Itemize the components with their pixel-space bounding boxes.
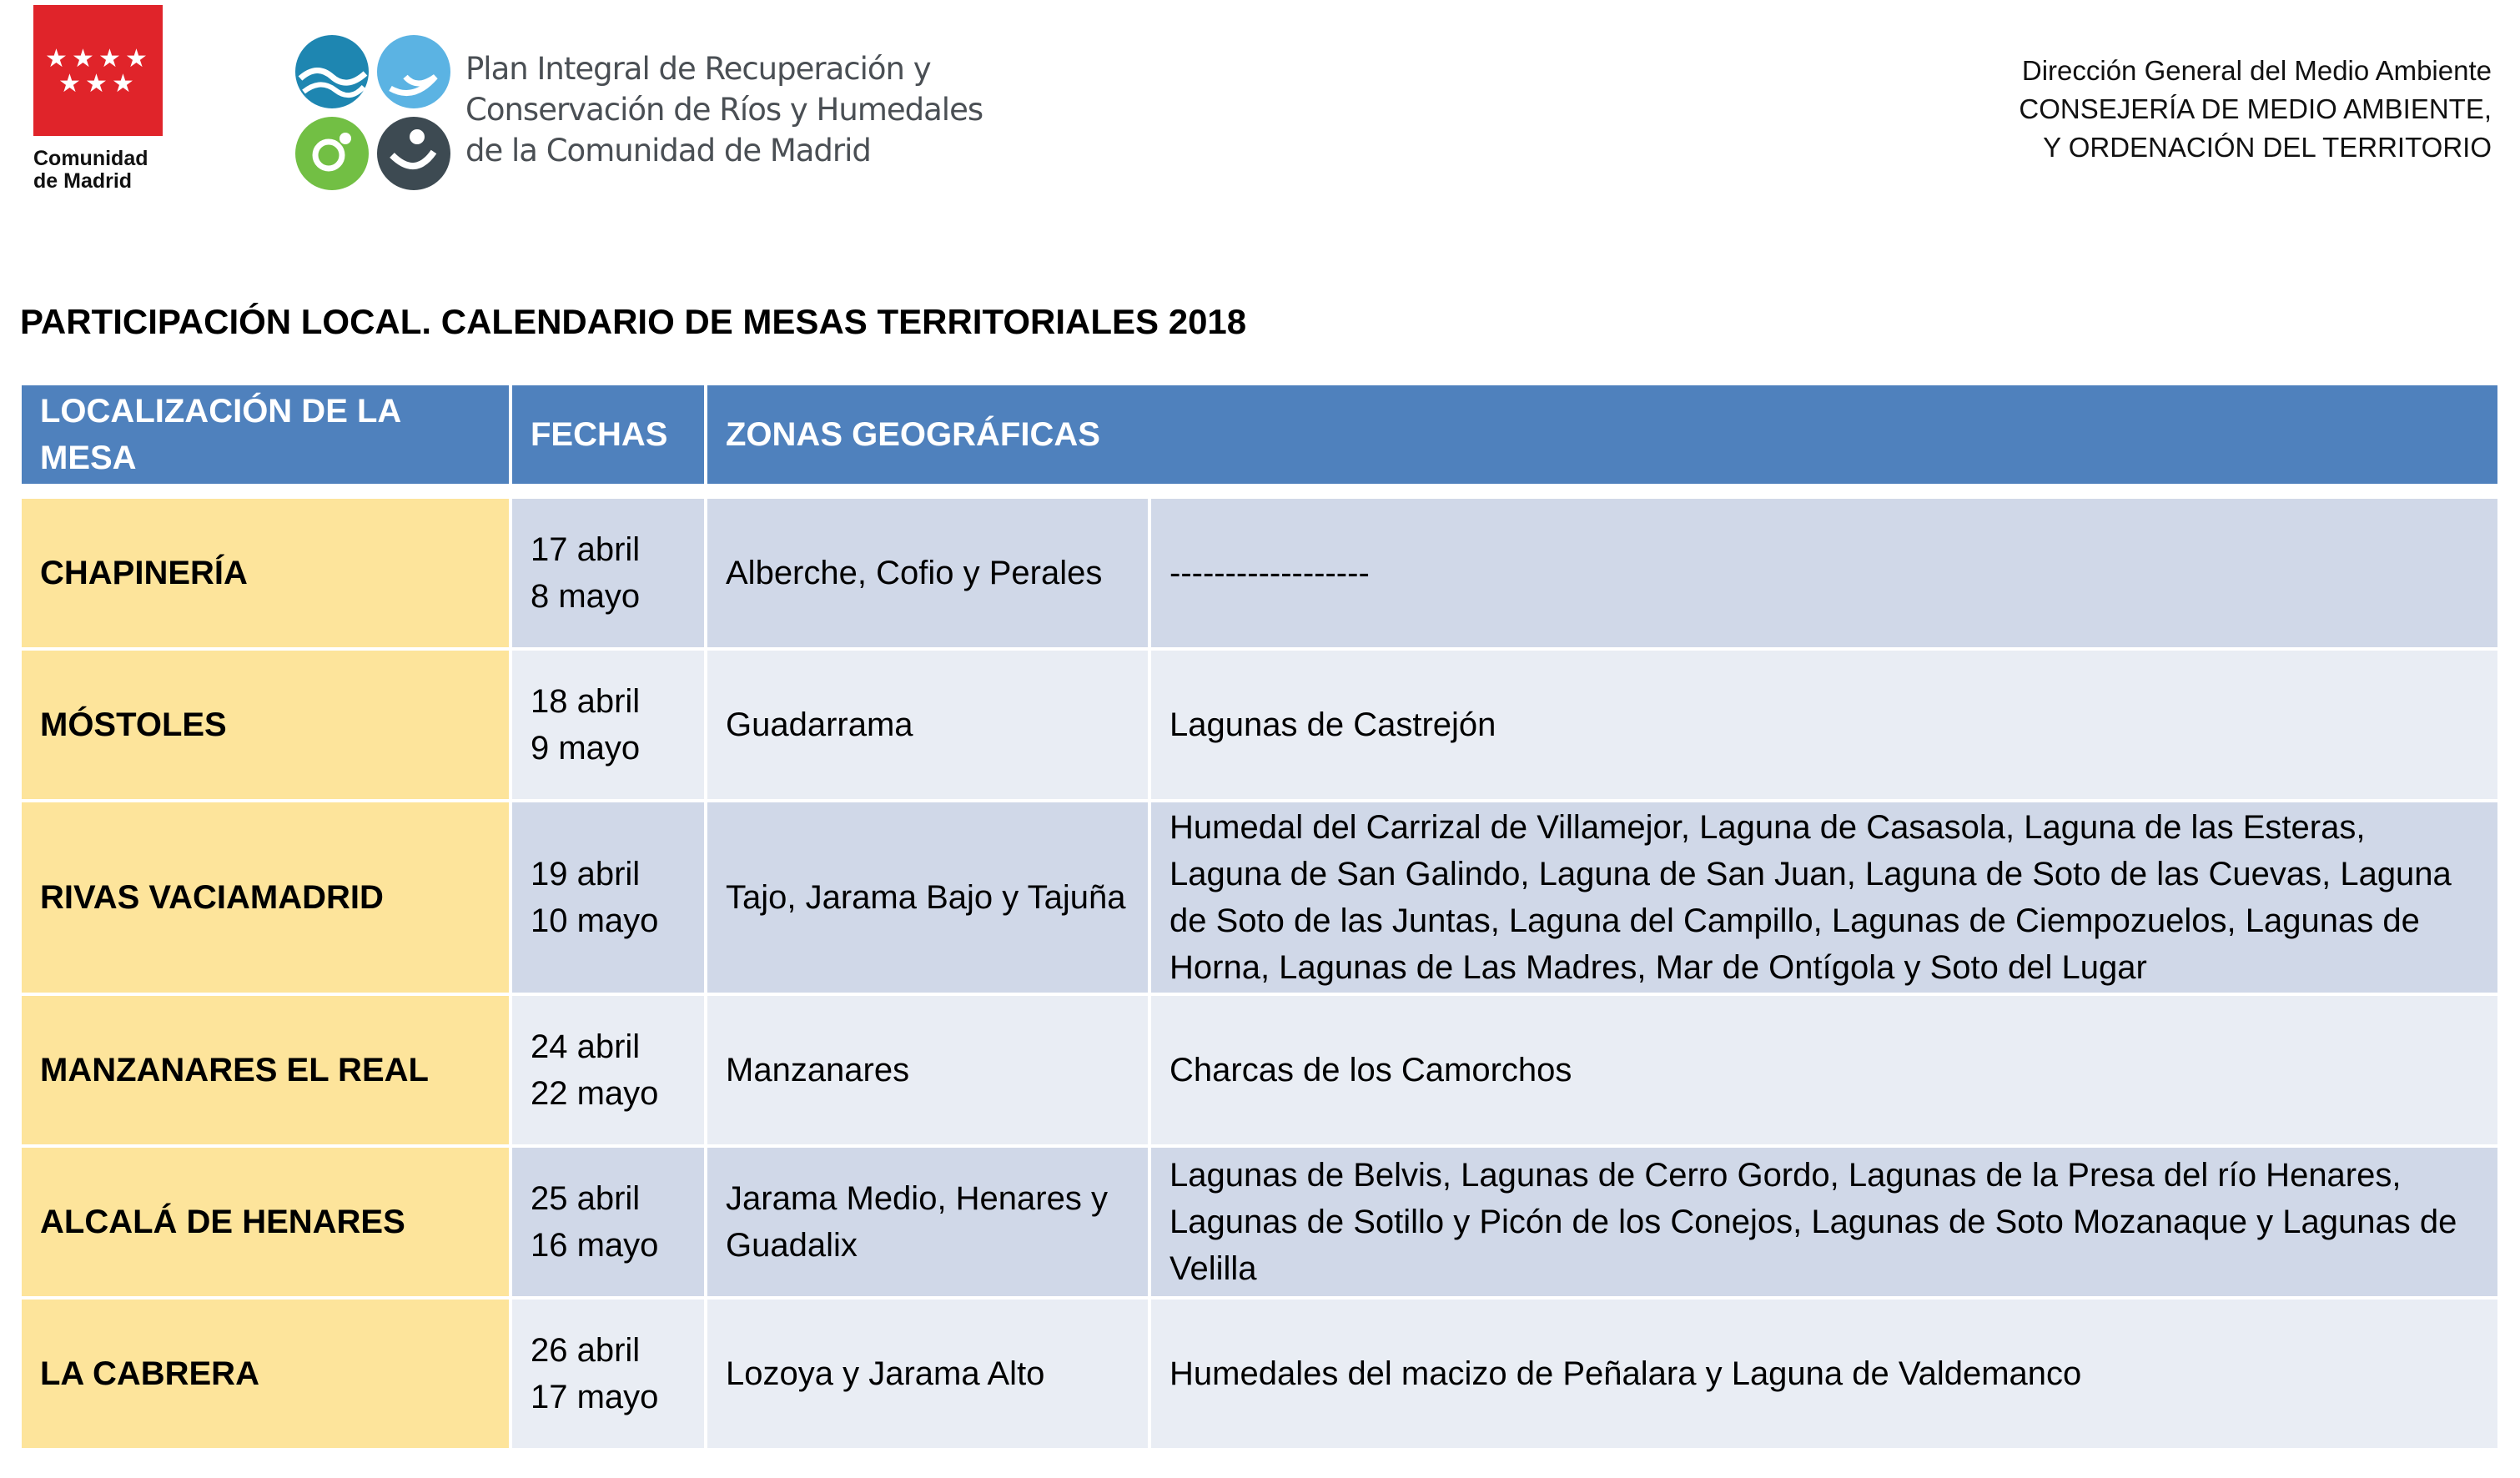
- dates-cell: [512, 499, 707, 651]
- star-icon: ★: [125, 44, 148, 73]
- wetlands-cell: Humedales del macizo de Peñalara y Laguna de Valdemanco: [1151, 1300, 2497, 1451]
- date-second: 8 mayo: [531, 578, 641, 615]
- location-cell: LA CABRERA: [22, 1300, 512, 1451]
- dates-cell: [512, 1300, 707, 1451]
- dates-cell: [512, 996, 707, 1148]
- date-second: 17 mayo: [531, 1379, 659, 1415]
- wetlands-cell: Humedal del Carrizal de Villamejor, Laguna de Casasola, Laguna de las Esteras, Laguna de San Galindo, Laguna de San Juan, Laguna de Soto de las Cuevas, Laguna de Soto de las Juntas, Laguna del Campillo, Lagunas de Ciempozuelos, Lagunas de Horna, Lagunas de Las Madres, Mar de Ontígola y Soto del Lugar: [1151, 802, 2497, 996]
- department-info: Dirección General del Medio Ambiente CONSEJERÍA DE MEDIO AMBIENTE, Y ORDENACIÓN DEL TERRITORIO: [2019, 55, 2492, 163]
- region-name: Comunidad de Madrid: [33, 147, 148, 193]
- location-cell: MANZANARES EL REAL: [22, 996, 512, 1148]
- date-second: 16 mayo: [531, 1227, 659, 1264]
- date-second: 10 mayo: [531, 902, 659, 939]
- date-first: 25 abril: [531, 1180, 641, 1217]
- plan-title: Plan Integral de Recuperación y Conservación de Ríos y Humedales de la Comunidad de Madrid: [465, 51, 983, 168]
- star-icon: ★: [45, 44, 68, 73]
- zone-cell: Alberche, Cofio y Perales: [707, 499, 1151, 651]
- madrid-flag: [33, 5, 163, 136]
- location-cell: CHAPINERÍA: [22, 499, 512, 651]
- header-gap: [22, 487, 2497, 499]
- date-second: 9 mayo: [531, 730, 641, 767]
- date-first: 18 abril: [531, 683, 641, 720]
- plan-circles-icon: [292, 30, 459, 197]
- location-cell: MÓSTOLES: [22, 651, 512, 802]
- star-icon: ★: [112, 69, 134, 98]
- star-icon: ★: [98, 44, 121, 73]
- plan-integral-logo: [292, 30, 983, 197]
- zone-cell: Manzanares: [707, 996, 1151, 1148]
- wetlands-cell: ------------------: [1151, 499, 2497, 651]
- zone-cell: Lozoya y Jarama Alto: [707, 1300, 1151, 1451]
- date-first: 26 abril: [531, 1332, 641, 1369]
- nature-circle-icon: [295, 117, 369, 190]
- date-first: 19 abril: [531, 856, 641, 892]
- column-header-zones: ZONAS GEOGRÁFICAS: [707, 385, 2497, 487]
- zone-cell: Jarama Medio, Henares y Guadalix: [707, 1148, 1151, 1300]
- wetlands-cell: Lagunas de Belvis, Lagunas de Cerro Gordo, Lagunas de la Presa del río Henares, Lagunas de Sotillo y Picón de los Conejos, Lagunas de Soto Mozanaque y Lagunas de Velilla: [1151, 1148, 2497, 1300]
- star-icon: ★: [58, 69, 81, 98]
- zone-cell: Tajo, Jarama Bajo y Tajuña: [707, 802, 1151, 996]
- people-circle-icon: [377, 117, 450, 190]
- document-title: PARTICIPACIÓN LOCAL. CALENDARIO DE MESAS TERRITORIALES 2018: [20, 302, 1247, 341]
- column-header-location: LOCALIZACIÓN DE LA MESA: [22, 385, 512, 487]
- wetlands-cell: Lagunas de Castrejón: [1151, 651, 2497, 802]
- zone-cell: Guadarrama: [707, 651, 1151, 802]
- date-first: 17 abril: [531, 531, 641, 568]
- dates-cell: [512, 651, 707, 802]
- date-second: 22 mayo: [531, 1075, 659, 1112]
- column-header-dates: FECHAS: [512, 385, 707, 487]
- calendar-table: [22, 385, 2497, 1451]
- star-icon: ★: [85, 69, 108, 98]
- dates-cell: [512, 1148, 707, 1300]
- wave-circle-icon: [377, 35, 450, 108]
- dates-cell: [512, 802, 707, 996]
- wetlands-cell: Charcas de los Camorchos: [1151, 996, 2497, 1148]
- location-cell: RIVAS VACIAMADRID: [22, 802, 512, 996]
- date-first: 24 abril: [531, 1028, 641, 1065]
- comunidad-de-madrid-logo: [33, 5, 167, 193]
- location-cell: ALCALÁ DE HENARES: [22, 1148, 512, 1300]
- star-icon: ★: [72, 44, 94, 73]
